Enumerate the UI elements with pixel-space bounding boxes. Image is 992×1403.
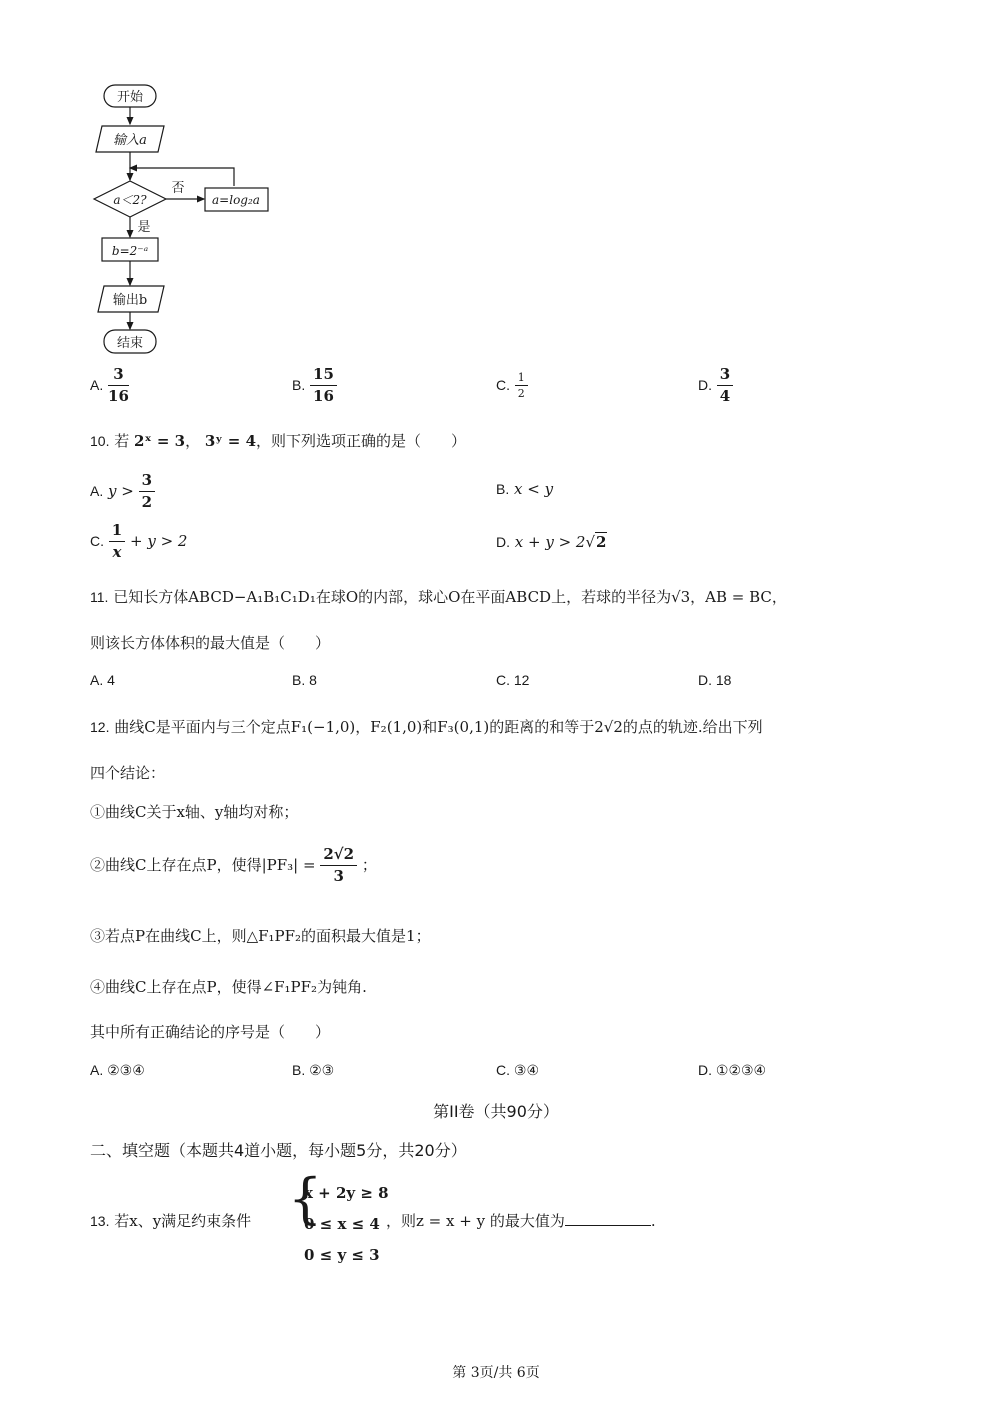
section-title: 二、填空题（本题共4道小题，每小题5分，共20分） [90,1141,467,1160]
q9-option-c [496,372,528,400]
q12-stem-line2: 四个结论： [90,764,166,782]
q13-answer-blank[interactable] [565,1211,651,1226]
flowchart-yes-label: 是 [137,220,151,235]
flowchart-input-label: 输入a [113,133,147,148]
q12-option-a: A. ②③④ [90,1062,145,1078]
q9-option-d [698,366,733,406]
q13-constraints [304,1178,389,1271]
q9-option-d-value: $\frac{3}{4}$ [717,366,733,406]
q9-option-d-letter: D. [698,376,712,393]
q10-option-c: C. $\frac{1}{x}$ + y > 2 [90,521,188,562]
q11-option-c: C. 12 [496,672,530,688]
q12-option-b: B. ②③ [292,1062,335,1078]
q13-constraint-1: x + 2y ≥ 8 [304,1184,389,1202]
q9-option-a [90,366,129,406]
q9-option-b-value: $\frac{15}{16}$ [310,366,337,406]
flowchart-end-label: 结束 [116,336,144,351]
q12-option-c: C. ③④ [496,1062,539,1078]
q13-constraint-3: 0 ≤ y ≤ 3 [304,1246,380,1264]
q12-conclusion-4: ④曲线C上存在点P，使得∠F₁PF₂为钝角. [90,978,367,996]
page-number: 第 3页/共 6页 [452,1365,540,1381]
q12-option-d: D. ①②③④ [698,1062,767,1078]
q12-conclusion-2: ②曲线C上存在点P，使得|PF₃| = $\frac{2√2}{3}$ ； [90,845,377,886]
flowchart-assign-label: b=2⁻ᵃ [111,244,149,258]
q13-brace: { [288,1167,323,1230]
q13-constraint-2: 0 ≤ x ≤ 4 [304,1215,380,1233]
q13-tail: ，则z = x + y 的最大值为 . [386,1212,656,1230]
q10-option-a: A. y > $\frac{3}{2}$ [90,472,155,512]
q9-option-c-value: $\frac{1}{2}$ [515,372,528,400]
q9-option-b [292,366,337,406]
flowchart-loop-label: a=log₂a [212,193,260,207]
q10-stem: 10. 若 2ˣ = 3， 3ʸ = 4，则下列选项正确的是（ ） [90,432,467,450]
flowchart [88,80,288,360]
q10-option-d: D. x + y > 2√2 [496,533,607,551]
q11-option-d: D. 18 [698,672,732,688]
q9-option-b-letter: B. [292,376,306,393]
q9-option-c-letter: C. [496,377,510,394]
flowchart-condition-label: a＜2? [113,193,147,207]
q12-question: 其中所有正确结论的序号是（ ） [90,1023,331,1041]
flowchart-no-label: 否 [171,181,185,196]
q11-stem-line2: 则该长方体体积的最大值是（ ） [90,634,331,652]
q11-option-b: B. 8 [292,672,317,688]
q13-stem: 13. 若x、y满足约束条件 [90,1212,252,1230]
q11-stem-line1: 11. 已知长方体ABCD−A₁B₁C₁D₁在球O的内部，球心O在平面ABCD上，若球的半径为√3，AB = BC， [90,588,787,606]
flowchart-output-label: 输出b [112,293,148,308]
q12-stem-line1: 12. 曲线C是平面内与三个定点F₁(−1,0)，F₂(1,0)和F₃(0,1)的距离的和等于2√2的点的轨迹.给出下列 [90,718,763,736]
flowchart-start-label: 开始 [116,90,144,105]
q11-option-a: A. 4 [90,672,115,688]
q9-option-a-value: $\frac{3}{16}$ [108,365,129,406]
q9-option-a-letter: A. [90,376,104,393]
q10-option-b: B. x < y [496,480,554,498]
q12-conclusion-1: ①曲线C关于x轴、y轴均对称； [90,803,299,821]
q12-conclusion-3: ③若点P在曲线C上，则△F₁PF₂的面积最大值是1； [90,927,431,945]
part2-title: 第II卷（共90分） [433,1102,559,1121]
